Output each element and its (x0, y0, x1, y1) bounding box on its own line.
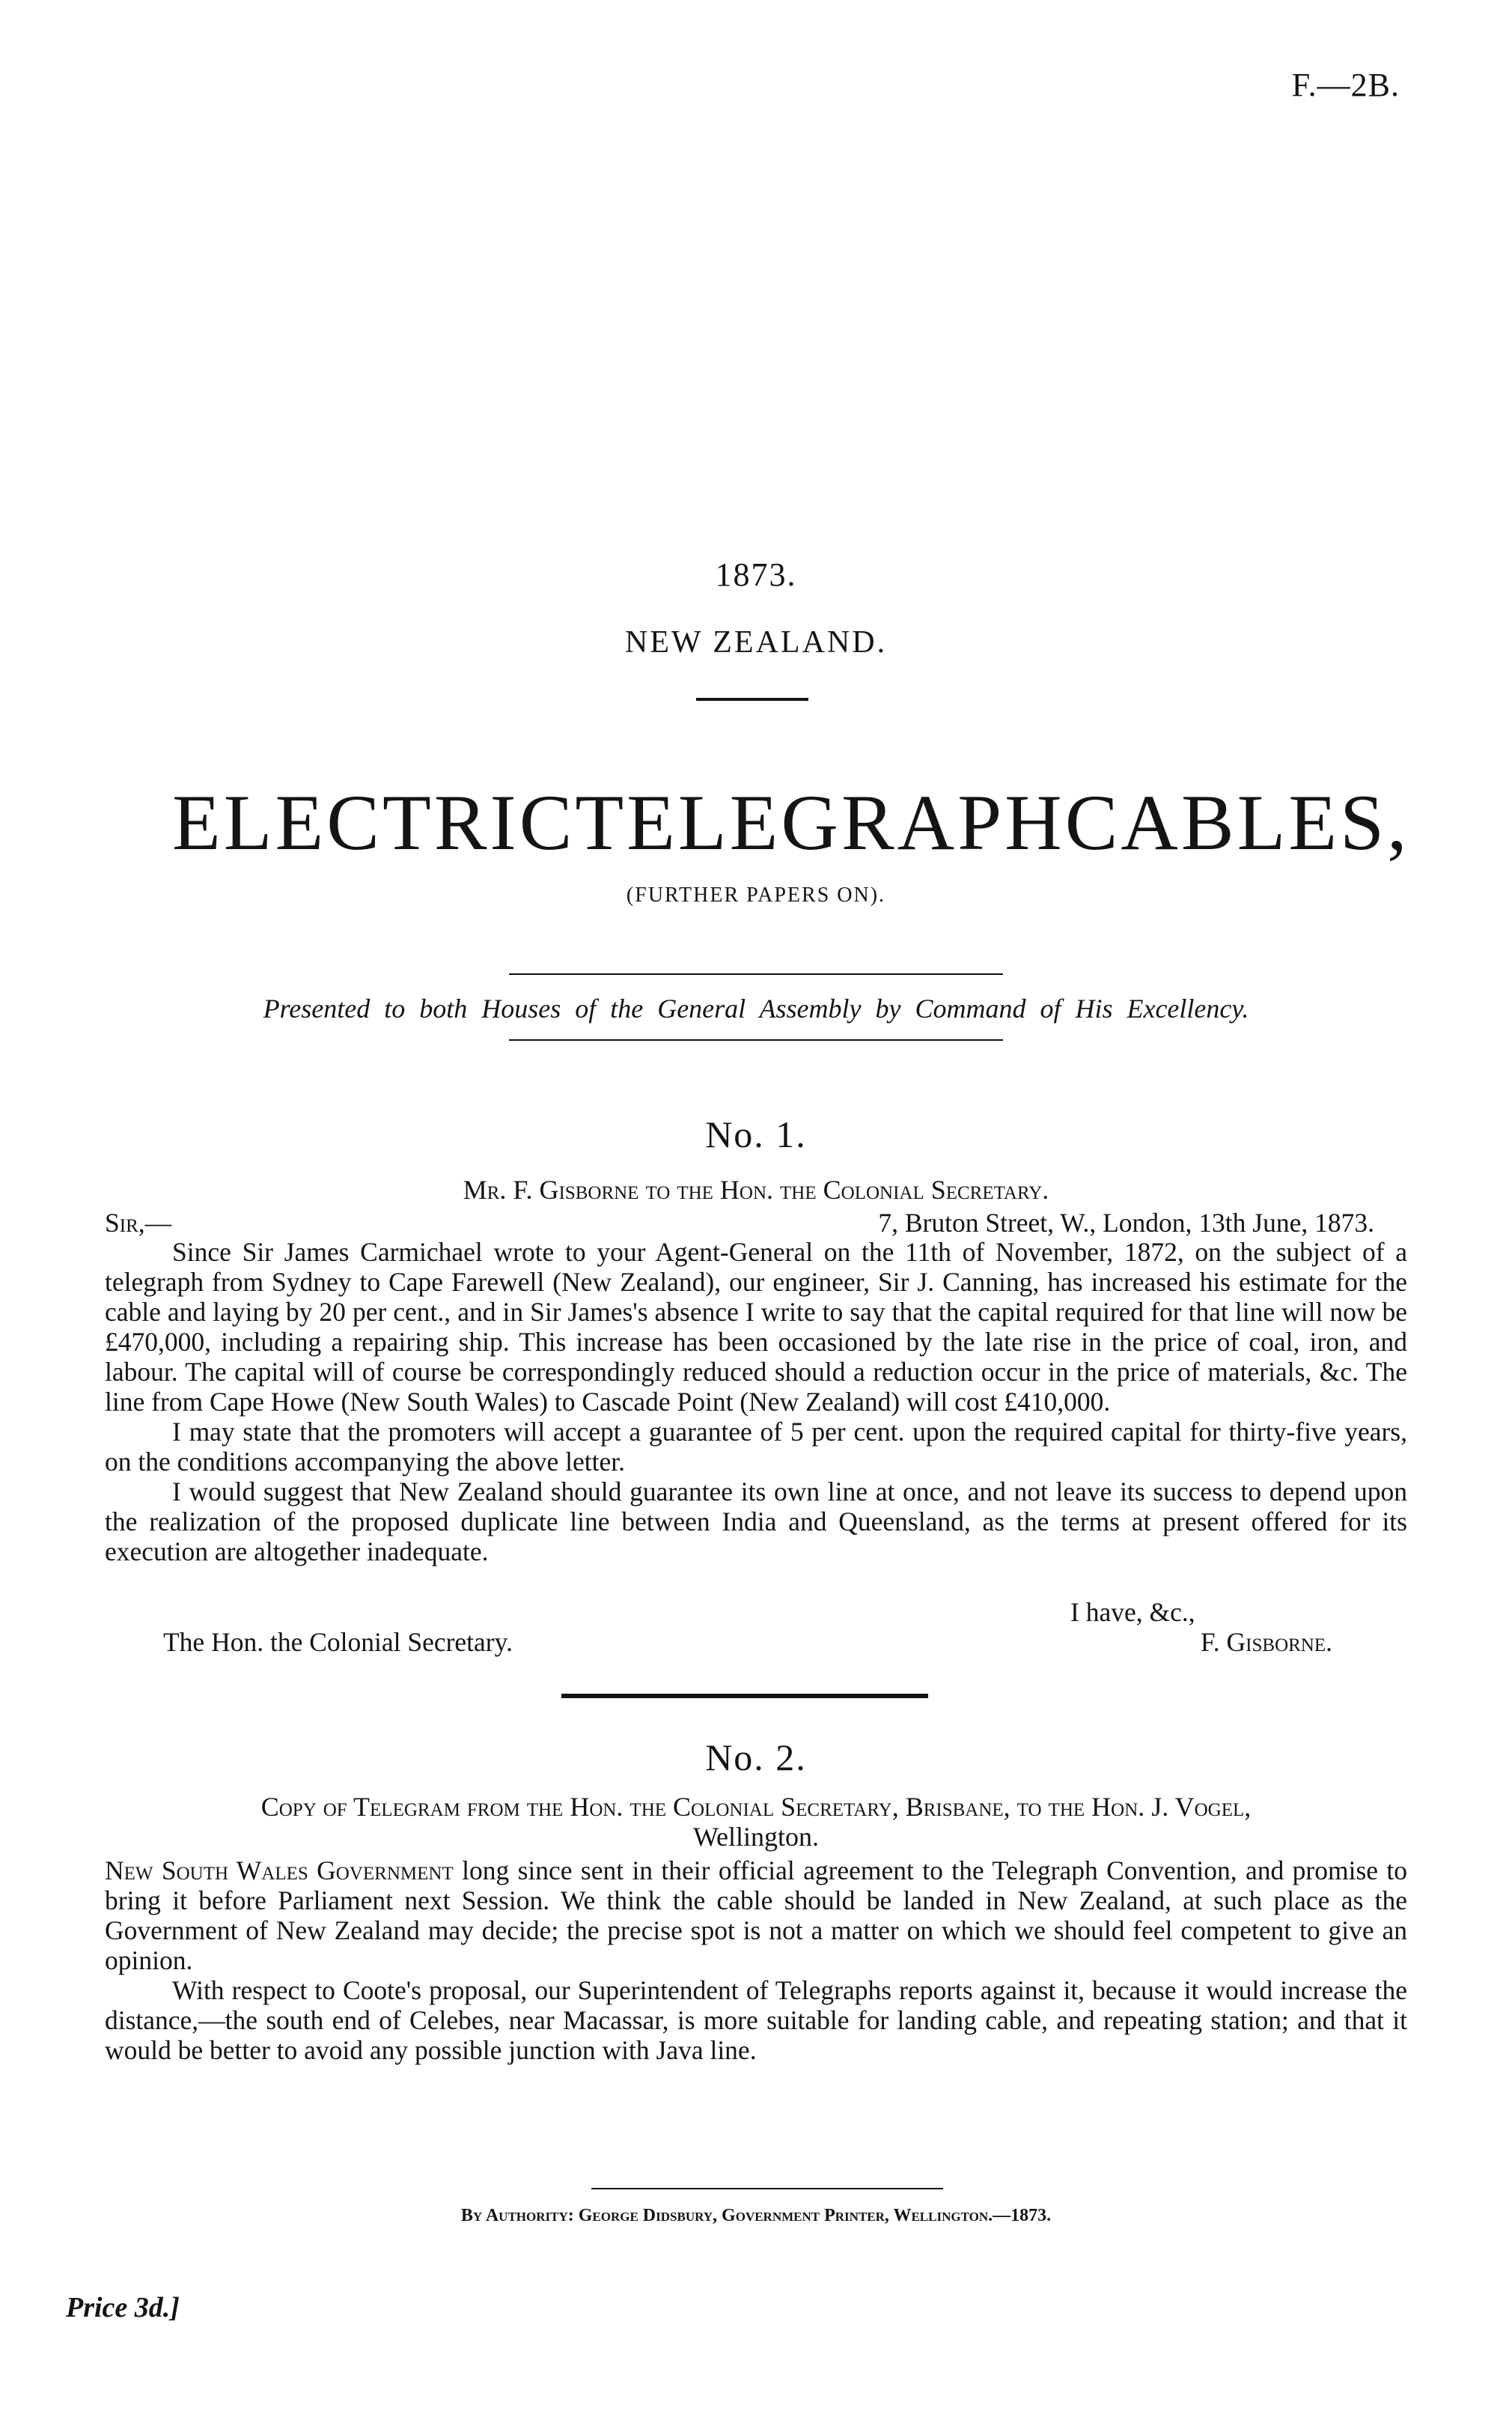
doc1-address: 7, Bruton Street, W., London, 13th June, 1873. (878, 1208, 1374, 1238)
price: Price 3d.] (66, 2292, 180, 2323)
presented-line: Presented to both Houses of the General Assembly by Command of His Excellency. (263, 994, 1249, 1024)
doc1-paragraph-2: I may state that the promoters will accept a guarantee of 5 per cent. upon the required capital for thirty-five years, on the conditions accompanying the above letter. (105, 1417, 1407, 1477)
doc1-heading: Mr. F. Gisborne to the Hon. the Colonial Secretary. (463, 1175, 1049, 1205)
doc1-paragraph-3: I would suggest that New Zealand should guarantee its own line at once, and not leave its success to depend upon the realization of the proposed duplicate line between India and Queensland, as the terms at present offered for its execution are altogether inadequate. (105, 1477, 1407, 1566)
doc2-number: No. 2. (705, 1736, 807, 1778)
country: NEW ZEALAND. (624, 625, 888, 660)
doc1-paragraph-1: Since Sir James Carmichael wrote to your Agent-General on the 11th of November, 1872, on the subject of a telegraph from Sydney to Cape Farewell (New Zealand), our engineer, Sir J. Canning, has increased his estimate for the cable and laying by 20 per cent., and in Sir James's absence I write to say that the capital required for that line will now be £470,000, including a repairing ship. This increase has been occasioned by the late rise in the price of coal, iron, and labour. The capital will of course be correspondingly reduced should a reduction occur in the price of materials, &c. The line from Cape Howe (New South Wales) to Cascade Point (New Zealand) will cost £410,000. (105, 1237, 1407, 1417)
doc1-addressee: The Hon. the Colonial Secretary. (163, 1627, 513, 1657)
doc1-signature: F. Gisborne. (1200, 1627, 1332, 1657)
doc2-body (105, 1855, 1407, 2065)
doc2-heading-line-1: Copy of Telegram from the Hon. the Colonial Secretary, Brisbane, to the Hon. J. Vogel, (260, 1792, 1252, 1822)
doc2-heading-line-2: Wellington. (692, 1822, 820, 1852)
doc1-salutation: Sir,— (105, 1208, 172, 1238)
doc2-lead-in: New South Wales Government (105, 1855, 454, 1885)
title-word-2: TELEGRAPH (575, 779, 1065, 866)
presented-rule-top (509, 973, 1003, 975)
title-rule-short (696, 698, 808, 701)
year: 1873. (715, 556, 797, 593)
doc2-paragraph-2: With respect to Coote's proposal, our Superintendent of Telegraphs reports against it, because it would increase the distance,—the south end of Celebes, near Macassar, is more suitable for landing cable, and repeating station; and that it would be better to avoid any possible junction with Java line. (105, 1975, 1407, 2065)
doc2-paragraph-1-text: long since sent in their official agreement to the Telegraph Convention, and promise to bring it before Parliament next Session. We think the cable should be landed in New Zealand, at such place as the Government of New Zealand may decide; the precise spot is not a matter on which we should feel competent to give an opinion. (105, 1855, 1407, 1975)
doc1-body (105, 1237, 1407, 1566)
title-word-3: CABLES, (1064, 779, 1410, 866)
printer-imprint: By Authority: George Didsbury, Government Printer, Wellington.—1873. (460, 2206, 1052, 2225)
doc1-closing: I have, &c., (1070, 1597, 1195, 1627)
footer-rule (591, 2188, 943, 2189)
title-word-1: ELECTRIC (172, 779, 576, 866)
presented-rule-bottom (509, 1039, 1003, 1041)
section-divider (561, 1694, 928, 1698)
document-reference: F.—2B. (1291, 67, 1400, 103)
subtitle: (FURTHER PAPERS ON). (626, 884, 886, 907)
doc2-paragraph-1 (105, 1855, 1407, 1975)
document-title (172, 777, 1410, 869)
doc1-number: No. 1. (705, 1113, 807, 1155)
